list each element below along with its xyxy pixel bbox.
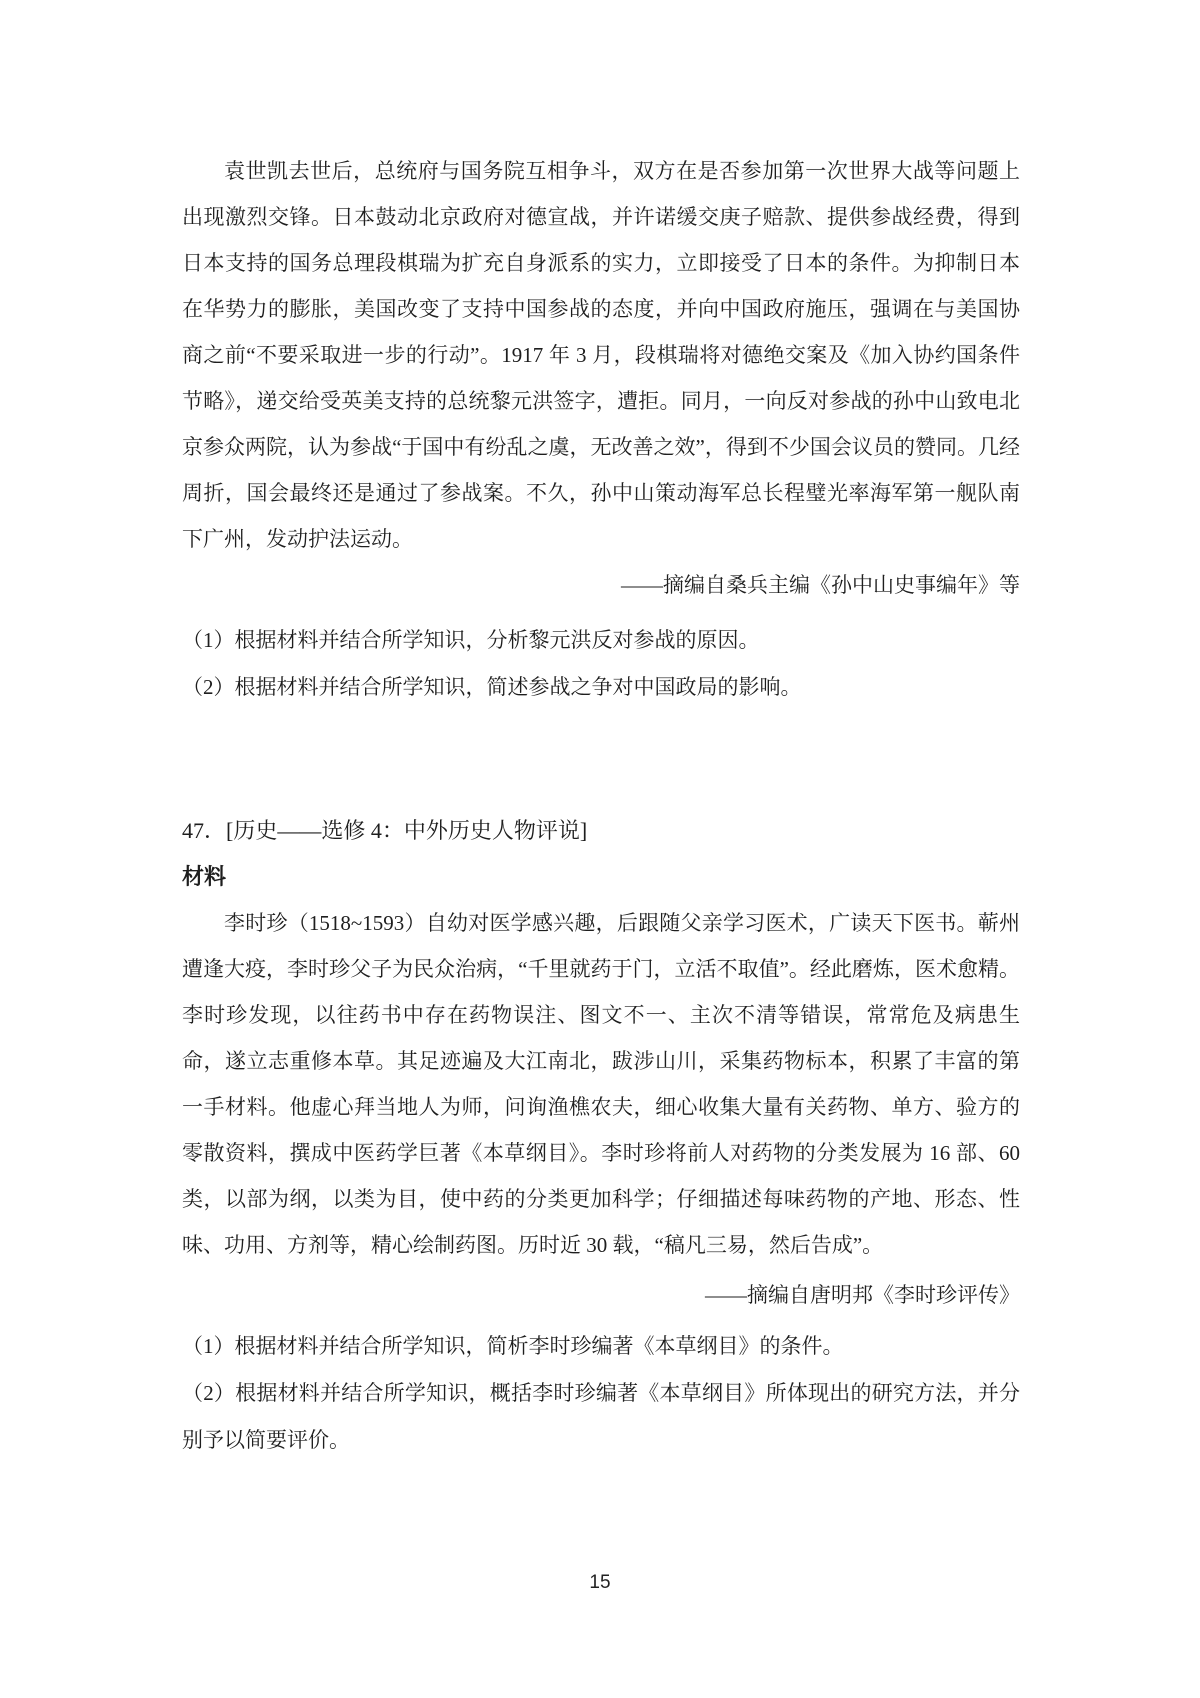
q46-source-attribution: ——摘编自桑兵主编《孙中山史事编年》等	[621, 573, 1020, 597]
q47-subquestion-1: （1）根据材料并结合所学知识，简析李时珍编著《本草纲目》的条件。	[182, 1334, 844, 1358]
q47-subquestion-2: （2）根据材料并结合所学知识，概括李时珍编著《本草纲目》所体现出的研究方法，并分别予以简要评价。	[182, 1381, 1020, 1452]
q47-material-paragraph: 李时珍（1518~1593）自幼对医学感兴趣，后跟随父亲学习医术，广读天下医书。蕲州遭逢大疫，李时珍父子为民众治病，“千里就药于门，立活不取值”。经此磨炼，医术愈精。李时珍发现，以往药书中存在药物误注、图文不一、主次不清等错误，常常危及病患生命，遂立志重修本草。其足迹遍及大江南北，跋涉山川，采集药物标本，积累了丰富的第一手材料。他虚心拜当地人为师，问询渔樵农夫，细心收集大量有关药物、单方、验方的零散资料，撰成中医药学巨著《本草纲目》。李时珍将前人对药物的分类发展为 16 部、60 类，以部为纲，以类为目，使中药的分类更加科学；仔细描述每味药物的产地、形态、性味、功用、方剂等，精心绘制药图。历时近 30 载，“稿凡三易，然后告成”。	[182, 911, 1020, 1257]
q47-source-attribution: ——摘编自唐明邦《李时珍评传》	[705, 1283, 1020, 1307]
q46-material-paragraph: 袁世凯去世后，总统府与国务院互相争斗，双方在是否参加第一次世界大战等问题上出现激烈交锋。日本鼓动北京政府对德宣战，并许诺缓交庚子赔款、提供参战经费，得到日本支持的国务总理段棋瑞为扩充自身派系的实力，立即接受了日本的条件。为抑制日本在华势力的膨胀，美国改变了支持中国参战的态度，并向中国政府施压，强调在与美国协商之前“不要采取进一步的行动”。1917 年 3 月，段棋瑞将对德绝交案及《加入协约国条件节略》，递交给受英美支持的总统黎元洪签字，遭拒。同月，一向反对参战的孙中山致电北京参众两院，认为参战“于国中有纷乱之虞，无改善之效”，得到不少国会议员的赞同。几经周折，国会最终还是通过了参战案。不久，孙中山策动海军总长程璧光率海军第一舰队南下广州，发动护法运动。	[182, 159, 1020, 551]
exam-content	[182, 148, 1020, 1464]
q46-subquestion-1: （1）根据材料并结合所学知识，分析黎元洪反对参战的原因。	[182, 628, 760, 652]
page-number: 15	[589, 1572, 611, 1593]
q47-material-label: 材料	[182, 864, 227, 889]
q46-subquestion-2: （2）根据材料并结合所学知识，简述参战之争对中国政局的影响。	[182, 675, 802, 699]
q47-heading: 47．[历史——选修 4：中外历史人物评说]	[182, 818, 588, 843]
